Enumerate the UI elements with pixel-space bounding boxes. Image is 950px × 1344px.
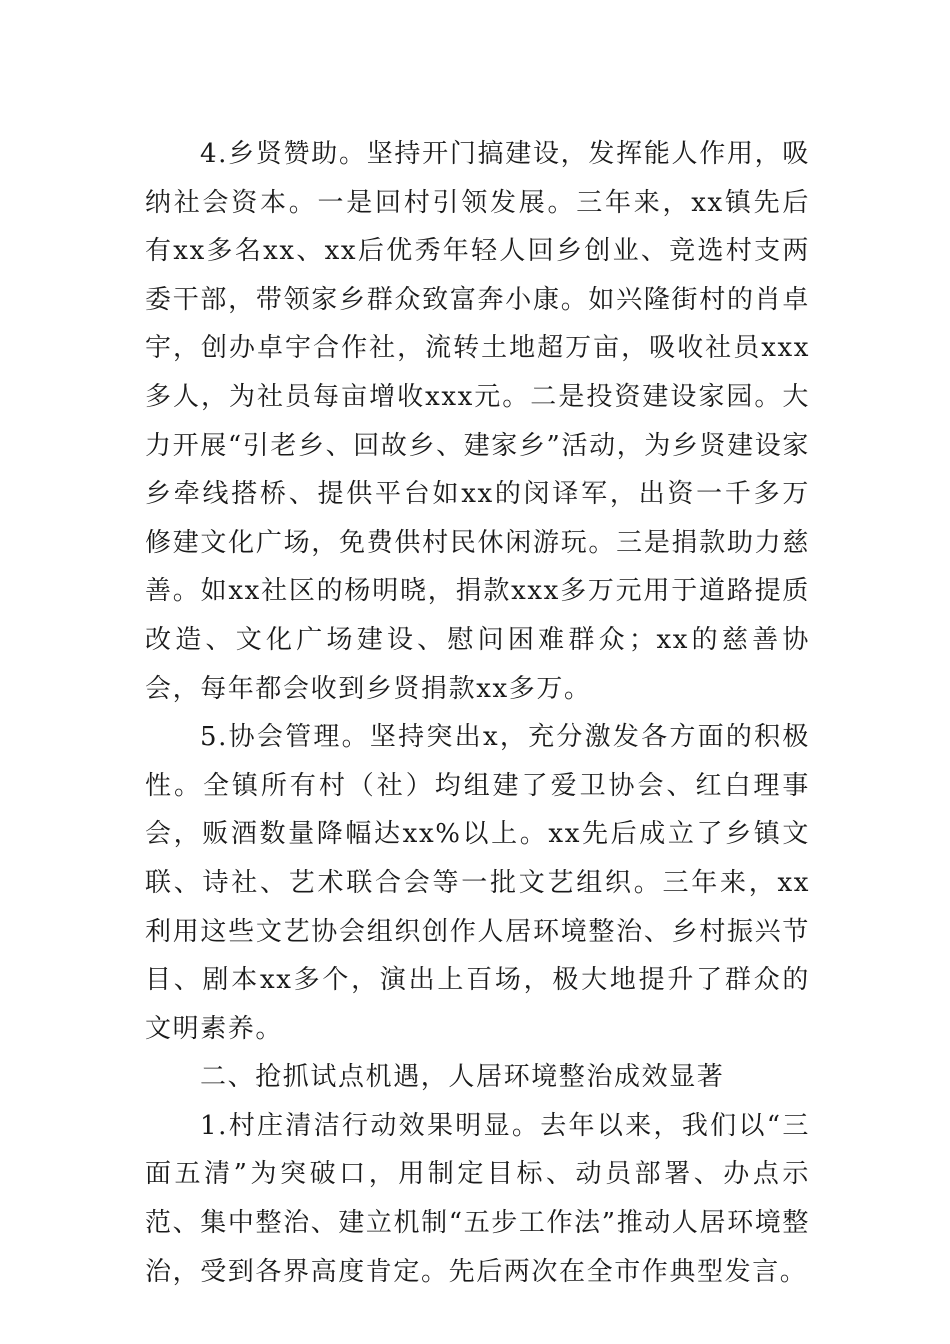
paragraph-village-cleaning: 1.村庄清洁行动效果明显。去年以来，我们以“三面五清”为突破口，用制定目标、动员部署、办点示范、集中整治、建立机制“五步工作法”推动人居环境整治，受到各界高度肯定。先后两次在全市作典型发言。 xyxy=(145,1110,810,1287)
section-heading-2: 二、抢抓试点机遇，人居环境整治成效显著 xyxy=(200,1062,725,1093)
paragraph-association-management: 5.协会管理。坚持突出x，充分激发各方面的积极性。全镇所有村（社）均组建了爱卫协会、红白理事会，贩酒数量降幅达xx%以上。xx先后成立了乡镇文联、诗社、艺术联合会等一批文艺组织。三年来，xx利用这些文艺协会组织创作人居环境整治、乡村振兴节目、剧本xx多个，演出上百场，极大地提升了群众的文明素养。 xyxy=(145,722,810,1044)
document-body xyxy=(145,130,810,1296)
paragraph-rural-sages: 4.乡贤赞助。坚持开门搞建设，发挥能人作用，吸纳社会资本。一是回村引领发展。三年来，xx镇先后有xx多名xx、xx后优秀年轻人回乡创业、竞选村支两委干部，带领家乡群众致富奔小康。如兴隆街村的肖卓宇，创办卓宇合作社，流转土地超万亩，吸收社员xxx多人，为社员每亩增收xxx元。二是投资建设家园。大力开展“引老乡、回故乡、建家乡”活动，为乡贤建设家乡牵线搭桥、提供平台如xx的闵译军，出资一千多万修建文化广场，免费供村民休闲游玩。三是捐款助力慈善。如xx社区的杨明晓，捐款xxx多万元用于道路提质改造、文化广场建设、慰问困难群众；xx的慈善协会，每年都会收到乡贤捐款xx多万。 xyxy=(145,139,810,704)
